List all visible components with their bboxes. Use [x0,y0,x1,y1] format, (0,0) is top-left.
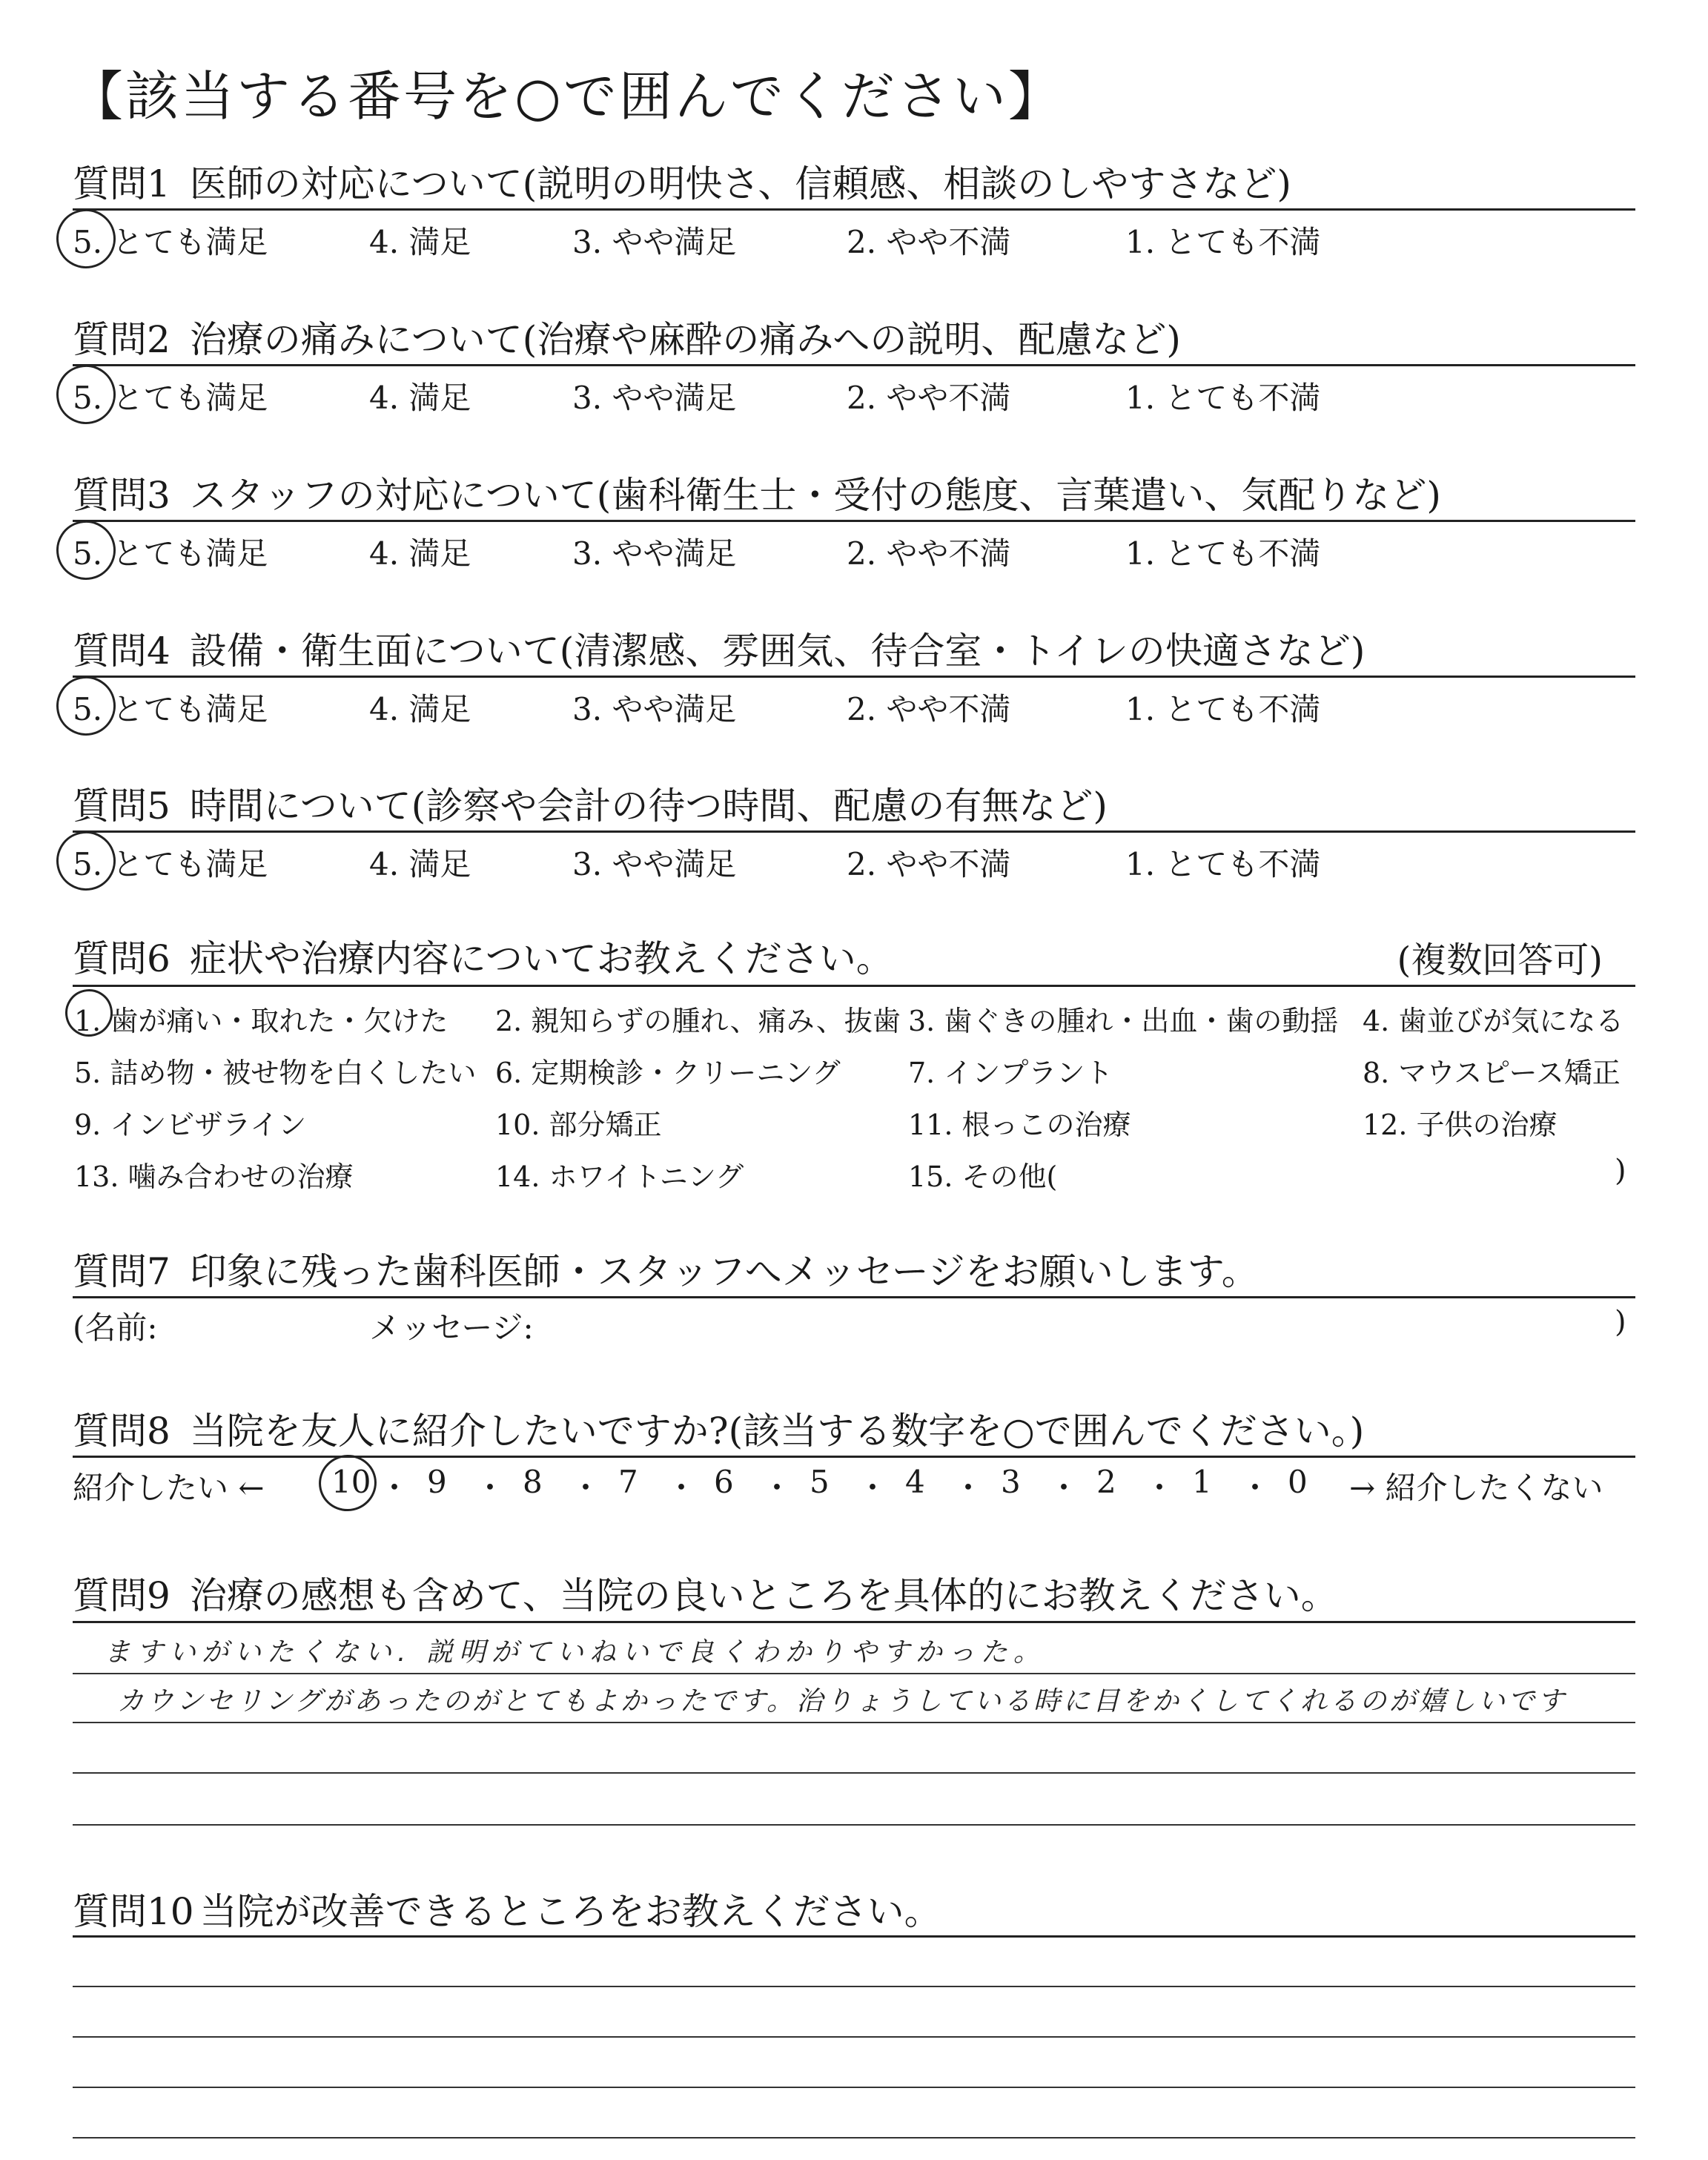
q9-answer-line [73,1673,1635,1674]
q8-scale-value: 9 [427,1464,447,1500]
q4-rule [73,676,1635,678]
q8-scale-separator: ・ [953,1470,984,1506]
q1-text: 医師の対応について(説明の明快さ、信頼感、相談のしやすさなど) [189,162,1291,205]
q8-text: 当院を友人に紹介したいですか?(該当する数字を○で囲んでください。) [189,1410,1365,1453]
q8-scale-separator: ・ [379,1470,411,1506]
q3-title [73,466,1441,519]
q1-number: 質問1 [73,162,171,205]
q4-title [73,621,1365,675]
q7-title [73,1242,1259,1295]
q6-option: 13. 噛み合わせの治療 [74,1160,354,1193]
q5-option: 4. 満足 [369,846,471,882]
q6-option: 12. 子供の治療 [1363,1109,1558,1141]
q2-option: 2. やや不満 [847,380,1011,416]
q9-answer-line [73,1722,1635,1723]
q5-title [73,776,1108,830]
q8-scale-value: 7 [618,1464,638,1500]
q5-selection-circle [51,826,122,896]
q1-selection-circle [51,204,122,274]
q3-option: 2. やや不満 [847,535,1011,572]
q8-scale-value: 4 [905,1464,925,1500]
q4-option: 5. とても満足 [73,691,268,727]
q5-text: 時間について(診察や会計の待つ時間、配慮の有無など) [189,785,1108,828]
q3-rule [73,520,1635,522]
q8-scale-separator: ・ [1048,1470,1080,1506]
q7-number: 質問7 [73,1250,171,1293]
q6-option: 2. 親知らずの腫れ、痛み、抜歯 [495,1005,901,1037]
q6-option: 9. インビザライン [74,1109,307,1141]
q7-text: 印象に残った歯科医師・スタッフへメッセージをお願いします。 [189,1250,1259,1293]
q7-name-label: (名前: [73,1309,158,1346]
q8-scale-separator: ・ [666,1470,698,1506]
q5-rule [73,830,1635,833]
q8-scale-value: 8 [523,1464,543,1500]
q8-scale-value: 2 [1096,1464,1116,1500]
q9-number: 質問9 [73,1574,171,1617]
q2-option: 3. やや満足 [572,380,737,416]
q8-scale-value: 0 [1288,1464,1308,1500]
q2-option: 5. とても満足 [73,380,268,416]
q7-message-label: メッセージ: [369,1309,534,1346]
q3-option: 1. とても不満 [1125,535,1321,572]
q5-number: 質問5 [73,785,171,828]
q6-option: 3. 歯ぐきの腫れ・出血・歯の動揺 [908,1005,1339,1037]
q3-text: スタッフの対応について(歯科衛生士・受付の態度、言葉遣い、気配りなど) [189,474,1441,517]
q6-option: 6. 定期検診・クリーニング [495,1057,841,1089]
q10-number: 質問10 [73,1890,194,1933]
q8-selection-circle [314,1450,382,1517]
q3-number: 質問3 [73,474,171,517]
q2-number: 質問2 [73,318,171,361]
q8-scale-value: 5 [810,1464,830,1500]
q6-option: 4. 歯並びが気になる [1363,1005,1624,1037]
q6-option: 11. 根っこの治療 [908,1109,1131,1141]
q2-rule [73,364,1635,366]
q3-option: 5. とても満足 [73,535,268,572]
q2-title [73,310,1181,363]
q10-rule [73,1935,1635,1938]
q6-number: 質問6 [73,937,171,980]
q3-option: 4. 満足 [369,535,471,572]
q6-option: 7. インプラント [908,1057,1113,1089]
q4-option: 1. とても不満 [1125,691,1321,727]
q6-option: 15. その他( [908,1160,1058,1193]
q7-rule [73,1296,1635,1298]
q9-text: 治療の感想も含めて、当院の良いところを具体的にお教えください。 [189,1574,1338,1617]
q6-option: 1. 歯が痛い・取れた・欠けた [74,1005,448,1037]
q5-option: 5. とても満足 [73,846,268,882]
q9-handwritten-line-1: ますいがいたくない. 説明がていねいで良くわかりやすかった。 [104,1637,1046,1668]
q4-text: 設備・衛生面について(清潔感、雰囲気、待合室・トイレの快適さなど) [189,630,1366,673]
q5-option: 3. やや満足 [572,846,737,882]
q10-answer-line [73,2036,1635,2038]
q2-option: 1. とても不満 [1125,380,1321,416]
q6-text: 症状や治療内容についてお教えください。 [189,937,893,980]
q1-option: 3. やや満足 [572,224,737,260]
q6-title [73,929,893,982]
q10-text: 当院が改善できるところをお教えください。 [199,1890,941,1933]
q8-scale-value: 3 [1001,1464,1021,1500]
q1-option: 5. とても満足 [73,224,268,260]
q2-option: 4. 満足 [369,380,471,416]
q5-option: 1. とても不満 [1125,846,1321,882]
q1-title [73,154,1291,208]
q8-number: 質問8 [73,1410,171,1453]
q6-note: (複数回答可) [1397,939,1603,981]
q9-handwritten-line-2: カウンセリングがあったのがとてもよかったです。治りょうしている時に目をかくしてくれるのが嬉しいです [117,1686,1568,1717]
q8-left-label: 紹介したい ← [73,1470,265,1506]
q1-rule [73,208,1635,211]
q2-text: 治療の痛みについて(治療や麻酔の痛みへの説明、配慮など) [189,318,1181,361]
q6-option: 5. 詰め物・被せ物を白くしたい [74,1057,477,1089]
q5-option: 2. やや不満 [847,846,1011,882]
q8-scale-value: 6 [714,1464,734,1500]
q1-option: 1. とても不満 [1125,224,1321,260]
q6-option: 14. ホワイトニング [495,1160,744,1193]
q8-right-label: → 紹介したくない [1349,1470,1603,1506]
q3-selection-circle [51,515,122,586]
q1-option: 2. やや不満 [847,224,1011,260]
q6-option: 10. 部分矯正 [495,1109,662,1141]
q1-option: 4. 満足 [369,224,471,260]
q4-option: 3. やや満足 [572,691,737,727]
q8-scale-separator: ・ [570,1470,602,1506]
q6-option: 8. マウスピース矯正 [1363,1057,1621,1089]
q9-rule [73,1621,1635,1623]
q8-scale-separator: ・ [1144,1470,1176,1506]
q6-rule [73,985,1635,987]
q10-answer-line [73,2137,1635,2138]
q8-scale-separator: ・ [761,1470,793,1506]
q8-rule [73,1456,1635,1458]
q6-other-close-paren: ) [1615,1154,1626,1188]
q2-selection-circle [51,360,122,430]
q9-title [73,1566,1338,1619]
q8-scale-value: 10 [331,1464,371,1500]
q10-answer-line [73,2087,1635,2088]
q8-scale-separator: ・ [474,1470,506,1506]
q10-answer-line [73,1986,1635,1987]
q4-option: 4. 満足 [369,691,471,727]
q4-selection-circle [51,671,122,742]
q4-option: 2. やや不満 [847,691,1011,727]
q7-close-paren: ) [1615,1305,1626,1339]
q9-answer-line [73,1824,1635,1826]
q3-option: 3. やや満足 [572,535,737,572]
q8-scale-separator: ・ [1239,1470,1271,1506]
q8-title [73,1401,1364,1455]
q10-title [73,1882,941,1935]
q8-scale-value: 1 [1192,1464,1212,1500]
q4-number: 質問4 [73,630,171,673]
q9-answer-line [73,1772,1635,1774]
page-header: 【該当する番号を○で囲んでください】 [70,65,1064,128]
q8-scale-separator: ・ [857,1470,889,1506]
